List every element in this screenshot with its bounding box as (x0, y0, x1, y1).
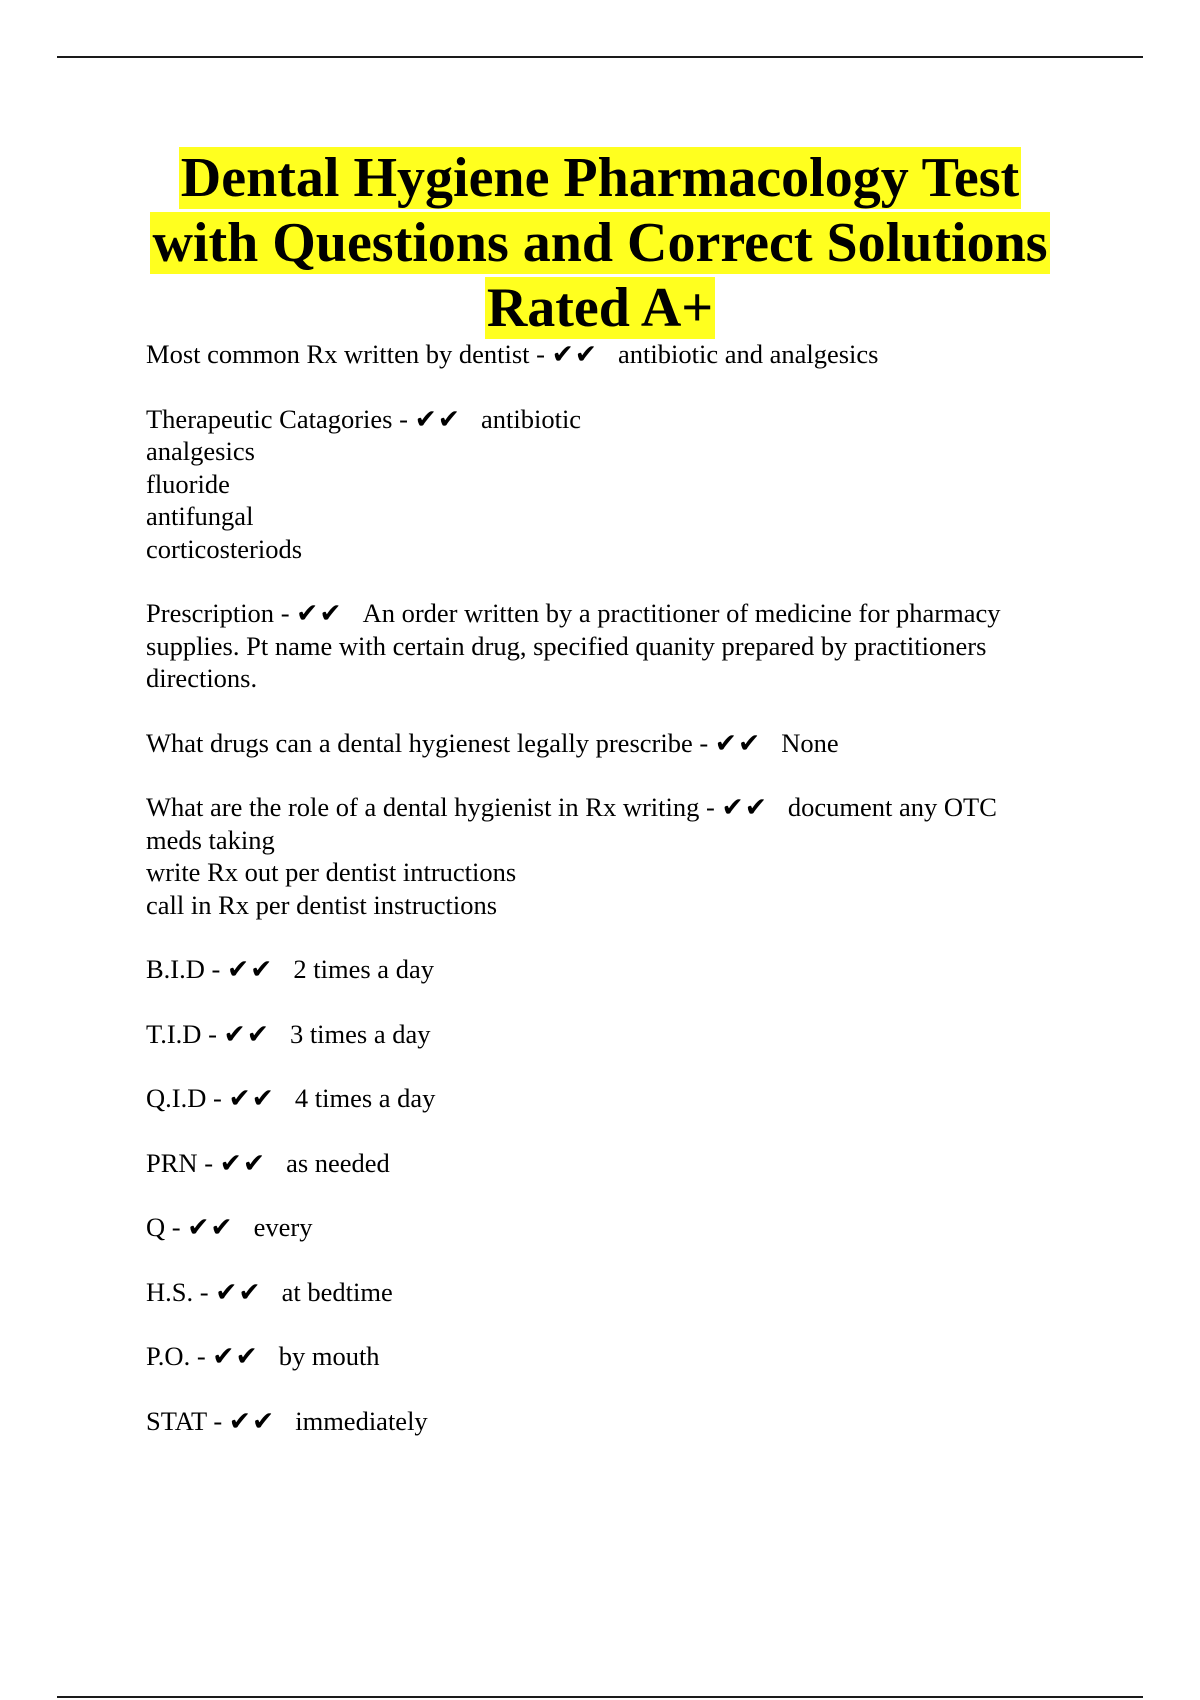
qa-entry (146, 338, 1086, 371)
answer-text: 4 times a day (294, 1083, 436, 1113)
answer-continuation-line (146, 630, 1086, 663)
question-text: B.I.D (146, 954, 205, 984)
answer-text: An order written by a practitioner of medicine for pharmacy (362, 598, 1001, 628)
qa-entry (146, 1018, 1086, 1051)
double-check-icon: ✔✔ (219, 1147, 267, 1178)
qa-entry (146, 953, 1086, 986)
answer-text: antibiotic (480, 403, 582, 434)
double-check-icon: ✔✔ (187, 1212, 234, 1242)
question-text: P.O. (146, 1341, 191, 1371)
qa-list (146, 338, 1086, 1469)
separator-dash: - (193, 1276, 216, 1307)
double-check-icon: ✔✔ (212, 1341, 259, 1371)
separator-dash: - (206, 1405, 229, 1436)
double-check-icon: ✔✔ (228, 1405, 276, 1436)
double-check-icon: ✔✔ (296, 598, 343, 628)
question-text: Most common Rx written by dentist (146, 339, 530, 369)
question-text: What are the role of a dental hygienist in Rx writing (146, 792, 700, 822)
separator-dash: - (692, 727, 715, 758)
separator-dash: - (190, 1341, 213, 1371)
bottom-rule (57, 1696, 1143, 1698)
qa-entry (146, 1405, 1086, 1438)
qa-first-line (146, 1405, 1086, 1438)
answer-text: 3 times a day (289, 1018, 431, 1049)
answer-text: write Rx out per dentist intructions (146, 857, 517, 887)
title-line (60, 211, 1140, 276)
separator-dash: - (197, 1147, 220, 1178)
qa-first-line (146, 597, 1086, 630)
qa-entry (146, 1340, 1086, 1373)
qa-first-line (146, 1082, 1086, 1115)
separator-dash: - (201, 1018, 224, 1049)
question-text: STAT (146, 1405, 207, 1436)
double-check-icon: ✔✔ (228, 1083, 275, 1113)
answer-text: document any OTC (787, 792, 997, 822)
qa-first-line (146, 1276, 1086, 1309)
answer-text: fluoride (146, 468, 230, 499)
separator-dash: - (392, 403, 415, 434)
answer-continuation-line (146, 889, 1086, 922)
answer-continuation-line (146, 533, 1086, 566)
double-check-icon: ✔✔ (226, 954, 274, 984)
qa-first-line (146, 953, 1086, 986)
qa-entry (146, 1082, 1086, 1115)
answer-text: every (253, 1212, 313, 1242)
answer-continuation-line (146, 468, 1086, 501)
double-check-icon: ✔✔ (414, 403, 461, 434)
answer-text: meds taking (146, 824, 275, 855)
answer-text: corticosteriods (146, 533, 303, 564)
qa-entry (146, 597, 1086, 695)
qa-first-line (146, 338, 1086, 371)
separator-dash: - (274, 598, 297, 628)
double-check-icon: ✔✔ (714, 727, 762, 758)
question-text: Q (146, 1212, 166, 1242)
question-text: Prescription (146, 598, 275, 628)
qa-first-line (146, 1147, 1086, 1180)
qa-entry (146, 1276, 1086, 1309)
double-check-icon: ✔✔ (551, 339, 598, 369)
qa-first-line (146, 403, 1086, 436)
answer-continuation-line (146, 662, 1086, 695)
answer-text: as needed (286, 1147, 390, 1178)
title-line-text: Rated A+ (486, 277, 714, 339)
answer-continuation-line (146, 824, 1086, 857)
double-check-icon: ✔✔ (721, 792, 768, 822)
top-rule (57, 56, 1143, 58)
answer-text: antifungal (146, 501, 254, 531)
qa-entry (146, 791, 1086, 921)
separator-dash: - (529, 339, 552, 369)
answer-text: at bedtime (281, 1276, 393, 1307)
double-check-icon: ✔✔ (223, 1018, 270, 1049)
title-line (60, 146, 1140, 211)
qa-first-line (146, 791, 1086, 824)
separator-dash: - (165, 1212, 188, 1242)
answer-text: antibiotic and analgesics (618, 339, 879, 369)
answer-text: supplies. Pt name with certain drug, specified quanity prepared by practitioners (146, 630, 987, 661)
qa-first-line (146, 1211, 1086, 1244)
answer-continuation-line (146, 500, 1086, 533)
qa-entry (146, 1147, 1086, 1180)
question-text: Q.I.D (146, 1083, 207, 1113)
question-text: PRN (146, 1147, 198, 1178)
answer-text: by mouth (278, 1341, 380, 1371)
question-text: What drugs can a dental hygienest legally prescribe (146, 727, 693, 758)
answer-text: call in Rx per dentist instructions (146, 889, 498, 920)
title-line (60, 276, 1140, 341)
separator-dash: - (204, 954, 227, 984)
qa-entry (146, 1211, 1086, 1244)
separator-dash: - (699, 792, 722, 822)
title-line-text: with Questions and Correct Solutions (152, 212, 1048, 274)
qa-entry (146, 727, 1086, 760)
answer-text: analgesics (146, 436, 255, 466)
answer-text: 2 times a day (293, 954, 434, 984)
answer-continuation-line (146, 435, 1086, 468)
title-line-text: Dental Hygiene Pharmacology Test (180, 147, 1020, 209)
answer-text: directions. (146, 663, 258, 693)
question-text: Therapeutic Catagories (146, 403, 393, 434)
question-text: H.S. (146, 1276, 194, 1307)
question-text: T.I.D (146, 1018, 202, 1049)
double-check-icon: ✔✔ (215, 1276, 262, 1307)
qa-first-line (146, 727, 1086, 760)
qa-first-line (146, 1018, 1086, 1051)
answer-continuation-line (146, 856, 1086, 889)
answer-text: immediately (295, 1405, 428, 1436)
answer-text: None (781, 727, 839, 758)
qa-first-line (146, 1340, 1086, 1373)
separator-dash: - (206, 1083, 229, 1113)
qa-entry (146, 403, 1086, 566)
document-title (60, 146, 1140, 341)
